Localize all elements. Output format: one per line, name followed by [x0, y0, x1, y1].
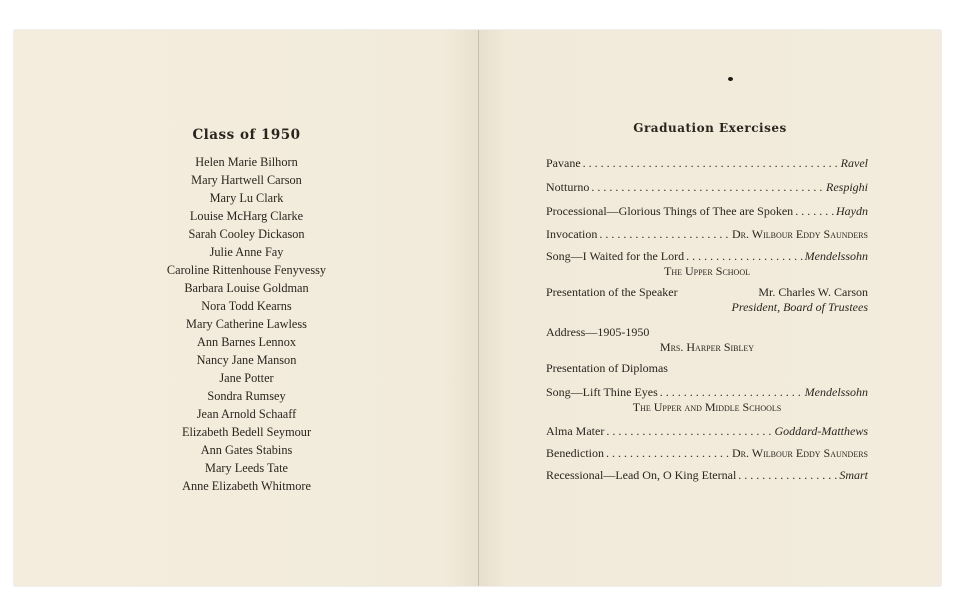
graduate-name: Nora Todd Kearns: [201, 299, 292, 313]
program-title: Pavane: [546, 156, 581, 170]
program-title: Address—1905-1950: [546, 325, 650, 339]
program-performer: Respighi: [826, 180, 868, 194]
speaker-name: Mr. Charles W. Carson: [758, 285, 868, 299]
ink-dot: [728, 77, 733, 81]
class-heading: Class of 1950: [192, 127, 301, 143]
dot-leader: [583, 156, 839, 171]
program-item: [546, 446, 868, 461]
program-title: Presentation of Diplomas: [546, 361, 668, 375]
program-subline: The Upper School: [663, 264, 750, 278]
program-performer: Mendelssohn: [804, 249, 868, 263]
program-item: [546, 385, 868, 415]
graduate-name: Ann Gates Stabins: [200, 443, 293, 457]
program-title: Notturno: [546, 180, 590, 194]
program-title: Recessional—Lead On, O King Eternal: [546, 468, 737, 482]
program-title: Processional—Glorious Things of Thee are Spoken: [546, 204, 794, 218]
program-item: [546, 424, 868, 439]
dot-leader: [738, 468, 837, 483]
left-page: [14, 30, 479, 586]
program-item: [546, 180, 868, 195]
graduate-name: Louise McHarg Clarke: [189, 209, 304, 223]
graduate-name: Jane Potter: [219, 371, 274, 385]
program-performer: Haydn: [836, 204, 868, 218]
speaker-role: President, Board of Trustees: [731, 300, 868, 314]
graduate-list: [14, 153, 479, 495]
dot-leader: [606, 424, 772, 439]
program-performer: Smart: [839, 468, 868, 482]
program-title: Presentation of the Speaker: [546, 285, 678, 299]
program-title: Invocation: [546, 227, 598, 241]
dot-leader: [686, 249, 803, 264]
graduate-name: Caroline Rittenhouse Fenyvessy: [166, 263, 327, 277]
program-performer: Dr. Wilbour Eddy Saunders: [731, 446, 868, 460]
graduate-name: Sondra Rumsey: [207, 389, 286, 403]
program-item: [546, 204, 868, 219]
graduate-name: Ann Barnes Lennox: [196, 335, 297, 349]
graduate-name: Mary Catherine Lawless: [186, 317, 307, 331]
graduate-name: Julie Anne Fay: [209, 245, 284, 259]
program-title: Song—Lift Thine Eyes: [546, 385, 658, 399]
dot-leader: [591, 180, 824, 195]
right-page: [479, 30, 941, 586]
dot-leader: [660, 385, 803, 400]
graduate-name: Nancy Jane Manson: [196, 353, 297, 367]
graduate-name: Mary Hartwell Carson: [191, 173, 302, 187]
program-item: [546, 156, 868, 171]
program-item: [546, 468, 868, 483]
graduate-name: Barbara Louise Goldman: [184, 281, 309, 295]
program-item: [546, 285, 868, 315]
program-performer: Mendelssohn: [804, 385, 868, 399]
program-heading: Graduation Exercises: [633, 121, 787, 135]
graduate-name: Elizabeth Bedell Seymour: [181, 425, 312, 439]
graduate-name: Mary Leeds Tate: [205, 461, 288, 475]
program-item: [546, 249, 868, 279]
graduate-name: Sarah Cooley Dickason: [188, 227, 305, 241]
graduate-name: Helen Marie Bilhorn: [195, 155, 298, 169]
graduate-name: Jean Arnold Schaaff: [196, 407, 297, 421]
dot-leader: [599, 227, 730, 242]
program-item: [546, 227, 868, 242]
dot-leader: [606, 446, 730, 461]
dot-leader: [795, 204, 834, 219]
program-title: Song—I Waited for the Lord: [546, 249, 685, 263]
program-performer: Dr. Wilbour Eddy Saunders: [731, 227, 868, 241]
program-subline: The Upper and Middle Schools: [632, 400, 782, 414]
program-title: Alma Mater: [546, 424, 605, 438]
program-item: [546, 361, 868, 376]
program-subline: Mrs. Harper Sibley: [659, 340, 755, 354]
program-performer: Goddard-Matthews: [774, 424, 868, 438]
program-performer: Ravel: [840, 156, 868, 170]
program-title: Benediction: [546, 446, 604, 460]
speaker-block: [732, 285, 868, 315]
program-item: [546, 325, 868, 355]
graduate-name: Mary Lu Clark: [209, 191, 284, 205]
graduate-name: Anne Elizabeth Whitmore: [182, 479, 311, 493]
